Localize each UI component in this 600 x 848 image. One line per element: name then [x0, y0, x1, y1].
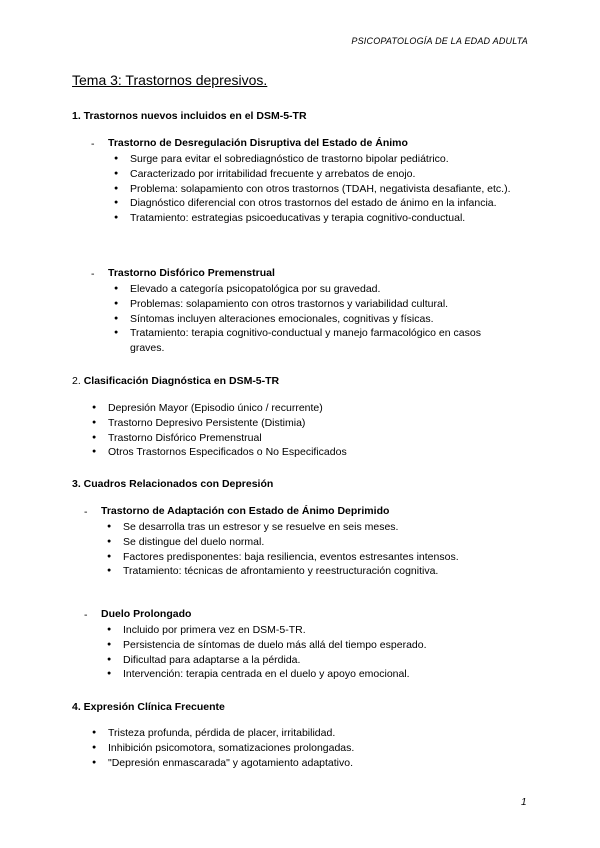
list-item: ● Dificultad para adaptarse a la pérdida. [107, 653, 527, 668]
subsection-1a-title: Trastorno de Desregulación Disruptiva del Estado de Ánimo [108, 137, 408, 149]
list-item: ● Problema: solapamiento con otros trastornos (TDAH, negativista desafiante, etc.). [114, 182, 524, 197]
list-item: ● "Depresión enmascarada" y agotamiento adaptativo. [92, 756, 522, 771]
page-title: Tema 3: Trastornos depresivos. [72, 72, 268, 88]
list-item: ● Elevado a categoría psicopatológica por su gravedad. [114, 282, 514, 297]
section-4-heading: 4. Expresión Clínica Frecuente [72, 701, 225, 713]
running-header: PSICOPATOLOGÍA DE LA EDAD ADULTA [351, 36, 528, 46]
list-item: ● Tristeza profunda, pérdida de placer, irritabilidad. [92, 726, 522, 741]
section-2-title: Clasificación Diagnóstica en DSM-5-TR [83, 375, 280, 387]
list-item: ● Persistencia de síntomas de duelo más allá del tiempo esperado. [107, 638, 527, 653]
list-item: ● Inhibición psicomotora, somatizaciones prolongadas. [92, 741, 522, 756]
dash-marker: - [84, 506, 88, 518]
list-item: ● Caracterizado por irritabilidad frecuente y arrebatos de enojo. [114, 167, 524, 182]
list-item: ● Se distingue del duelo normal. [107, 535, 527, 550]
list-item: ● Síntomas incluyen alteraciones emocionales, cognitivas y físicas. [114, 312, 514, 327]
list-item: ● Depresión Mayor (Episodio único / recurrente) [92, 401, 522, 416]
list-item: ● Incluido por primera vez en DSM-5-TR. [107, 623, 527, 638]
list-item: ● Tratamiento: estrategias psicoeducativas y terapia cognitivo-conductual. [114, 211, 524, 226]
dash-marker: - [84, 609, 88, 621]
section-1-heading: 1. Trastornos nuevos incluidos en el DSM-5-TR [72, 110, 307, 122]
list-item: ● Tratamiento: técnicas de afrontamiento y reestructuración cognitiva. [107, 564, 527, 579]
dash-marker: - [91, 268, 95, 280]
section-4-list [92, 726, 522, 770]
section-2-list [92, 401, 522, 460]
section-2-number: 2. [72, 375, 81, 387]
page-number: 1 [521, 797, 527, 808]
section-3-heading: 3. Cuadros Relacionados con Depresión [72, 478, 274, 490]
list-item: ● Trastorno Depresivo Persistente (Distimia) [92, 416, 522, 431]
list-item: ● Diagnóstico diferencial con otros trastornos del estado de ánimo en la infancia. [114, 196, 524, 211]
subsection-3a-list [107, 520, 527, 579]
list-item: ● Factores predisponentes: baja resiliencia, eventos estresantes intensos. [107, 550, 527, 565]
list-item: ● Otros Trastornos Especificados o No Especificados [92, 445, 522, 460]
dash-marker: - [91, 138, 95, 150]
subsection-1b-title: Trastorno Disfórico Premenstrual [108, 267, 275, 279]
list-item: ● Surge para evitar el sobrediagnóstico de trastorno bipolar pediátrico. [114, 152, 524, 167]
subsection-1a-list [114, 152, 524, 226]
subsection-3b-list [107, 623, 527, 682]
subsection-1b-list [114, 282, 514, 356]
list-item: ● Intervención: terapia centrada en el duelo y apoyo emocional. [107, 667, 527, 682]
section-2-heading [72, 375, 279, 387]
subsection-3b-title: Duelo Prolongado [101, 608, 192, 620]
list-item: ● Se desarrolla tras un estresor y se resuelve en seis meses. [107, 520, 527, 535]
list-item: ● Tratamiento: terapia cognitivo-conductual y manejo farmacológico en casos graves. [114, 326, 514, 356]
subsection-3a-title: Trastorno de Adaptación con Estado de Ánimo Deprimido [101, 505, 390, 517]
list-item: ● Problemas: solapamiento con otros trastornos y variabilidad cultural. [114, 297, 514, 312]
list-item: ● Trastorno Disfórico Premenstrual [92, 431, 522, 446]
